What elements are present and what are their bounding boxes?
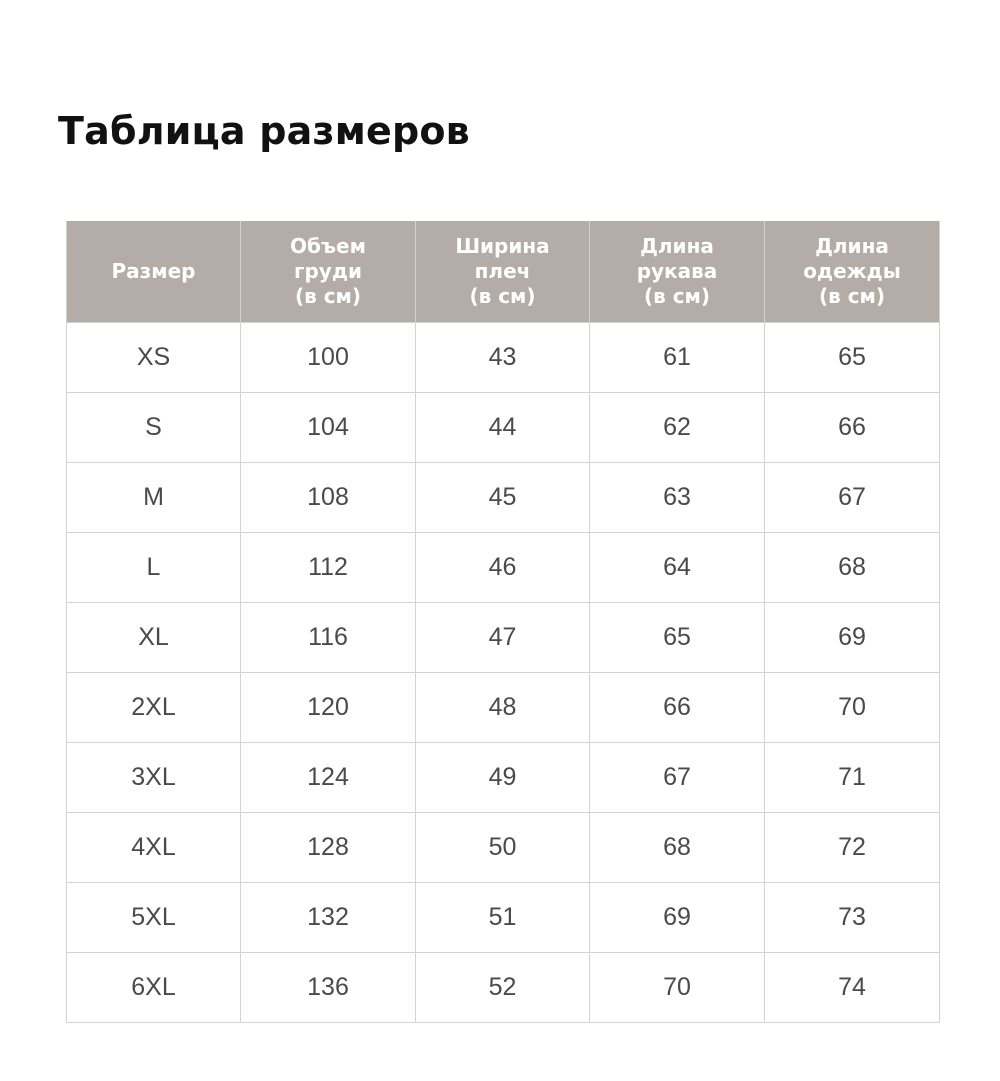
table-row: [67, 532, 940, 602]
cell-shoulder: 49: [416, 742, 590, 812]
cell-size: XS: [67, 322, 241, 392]
table-row: [67, 812, 940, 882]
cell-length: 70: [765, 672, 940, 742]
table-body: [67, 322, 940, 1022]
header-shoulder-line: Ширина: [455, 233, 550, 258]
cell-sleeve: 67: [590, 742, 765, 812]
cell-sleeve: 65: [590, 602, 765, 672]
cell-sleeve: 68: [590, 812, 765, 882]
cell-length: 68: [765, 532, 940, 602]
page-title: Таблица размеров: [58, 109, 470, 153]
header-row: [67, 221, 940, 322]
header-length-unit: (в см): [818, 283, 886, 308]
cell-shoulder: 43: [416, 322, 590, 392]
cell-chest: 124: [241, 742, 416, 812]
cell-length: 73: [765, 882, 940, 952]
table-row: [67, 462, 940, 532]
cell-chest: 108: [241, 462, 416, 532]
cell-chest: 112: [241, 532, 416, 602]
table-header: [67, 221, 940, 322]
cell-chest: 128: [241, 812, 416, 882]
cell-shoulder: 45: [416, 462, 590, 532]
cell-length: 69: [765, 602, 940, 672]
cell-size: L: [67, 532, 241, 602]
cell-shoulder: 44: [416, 392, 590, 462]
cell-size: M: [67, 462, 241, 532]
cell-shoulder: 47: [416, 602, 590, 672]
cell-chest: 104: [241, 392, 416, 462]
cell-length: 74: [765, 952, 940, 1022]
cell-sleeve: 61: [590, 322, 765, 392]
cell-chest: 132: [241, 882, 416, 952]
header-size: [67, 221, 241, 322]
cell-size: 3XL: [67, 742, 241, 812]
cell-size: 5XL: [67, 882, 241, 952]
cell-length: 65: [765, 322, 940, 392]
table-row: [67, 392, 940, 462]
table-row: [67, 602, 940, 672]
header-length: [765, 221, 940, 322]
cell-length: 72: [765, 812, 940, 882]
cell-sleeve: 70: [590, 952, 765, 1022]
cell-chest: 120: [241, 672, 416, 742]
cell-size: 4XL: [67, 812, 241, 882]
header-length-line: одежды: [803, 258, 901, 283]
table-row: [67, 322, 940, 392]
cell-sleeve: 69: [590, 882, 765, 952]
cell-chest: 136: [241, 952, 416, 1022]
cell-shoulder: 52: [416, 952, 590, 1022]
cell-shoulder: 51: [416, 882, 590, 952]
header-shoulder: [416, 221, 590, 322]
cell-length: 66: [765, 392, 940, 462]
cell-size: S: [67, 392, 241, 462]
cell-shoulder: 50: [416, 812, 590, 882]
cell-shoulder: 46: [416, 532, 590, 602]
cell-sleeve: 63: [590, 462, 765, 532]
header-sleeve-line: Длина: [640, 233, 714, 258]
header-length-line: Длина: [815, 233, 889, 258]
header-sleeve-unit: (в см): [643, 283, 711, 308]
header-sleeve-line: рукава: [636, 258, 718, 283]
cell-shoulder: 48: [416, 672, 590, 742]
cell-size: 6XL: [67, 952, 241, 1022]
header-sleeve: [590, 221, 765, 322]
header-chest-line: Объем: [290, 233, 366, 258]
header-chest-line: груди: [294, 258, 362, 283]
cell-chest: 116: [241, 602, 416, 672]
cell-length: 71: [765, 742, 940, 812]
cell-sleeve: 62: [590, 392, 765, 462]
cell-chest: 100: [241, 322, 416, 392]
header-size-line: Размер: [111, 258, 196, 283]
cell-size: XL: [67, 602, 241, 672]
table-row: [67, 672, 940, 742]
cell-length: 67: [765, 462, 940, 532]
cell-sleeve: 66: [590, 672, 765, 742]
header-chest: [241, 221, 416, 322]
table-row: [67, 742, 940, 812]
size-table: [66, 221, 940, 1023]
table-row: [67, 952, 940, 1022]
header-chest-unit: (в см): [294, 283, 362, 308]
cell-size: 2XL: [67, 672, 241, 742]
header-shoulder-line: плеч: [474, 258, 531, 283]
table-row: [67, 882, 940, 952]
header-shoulder-unit: (в см): [469, 283, 536, 308]
cell-sleeve: 64: [590, 532, 765, 602]
